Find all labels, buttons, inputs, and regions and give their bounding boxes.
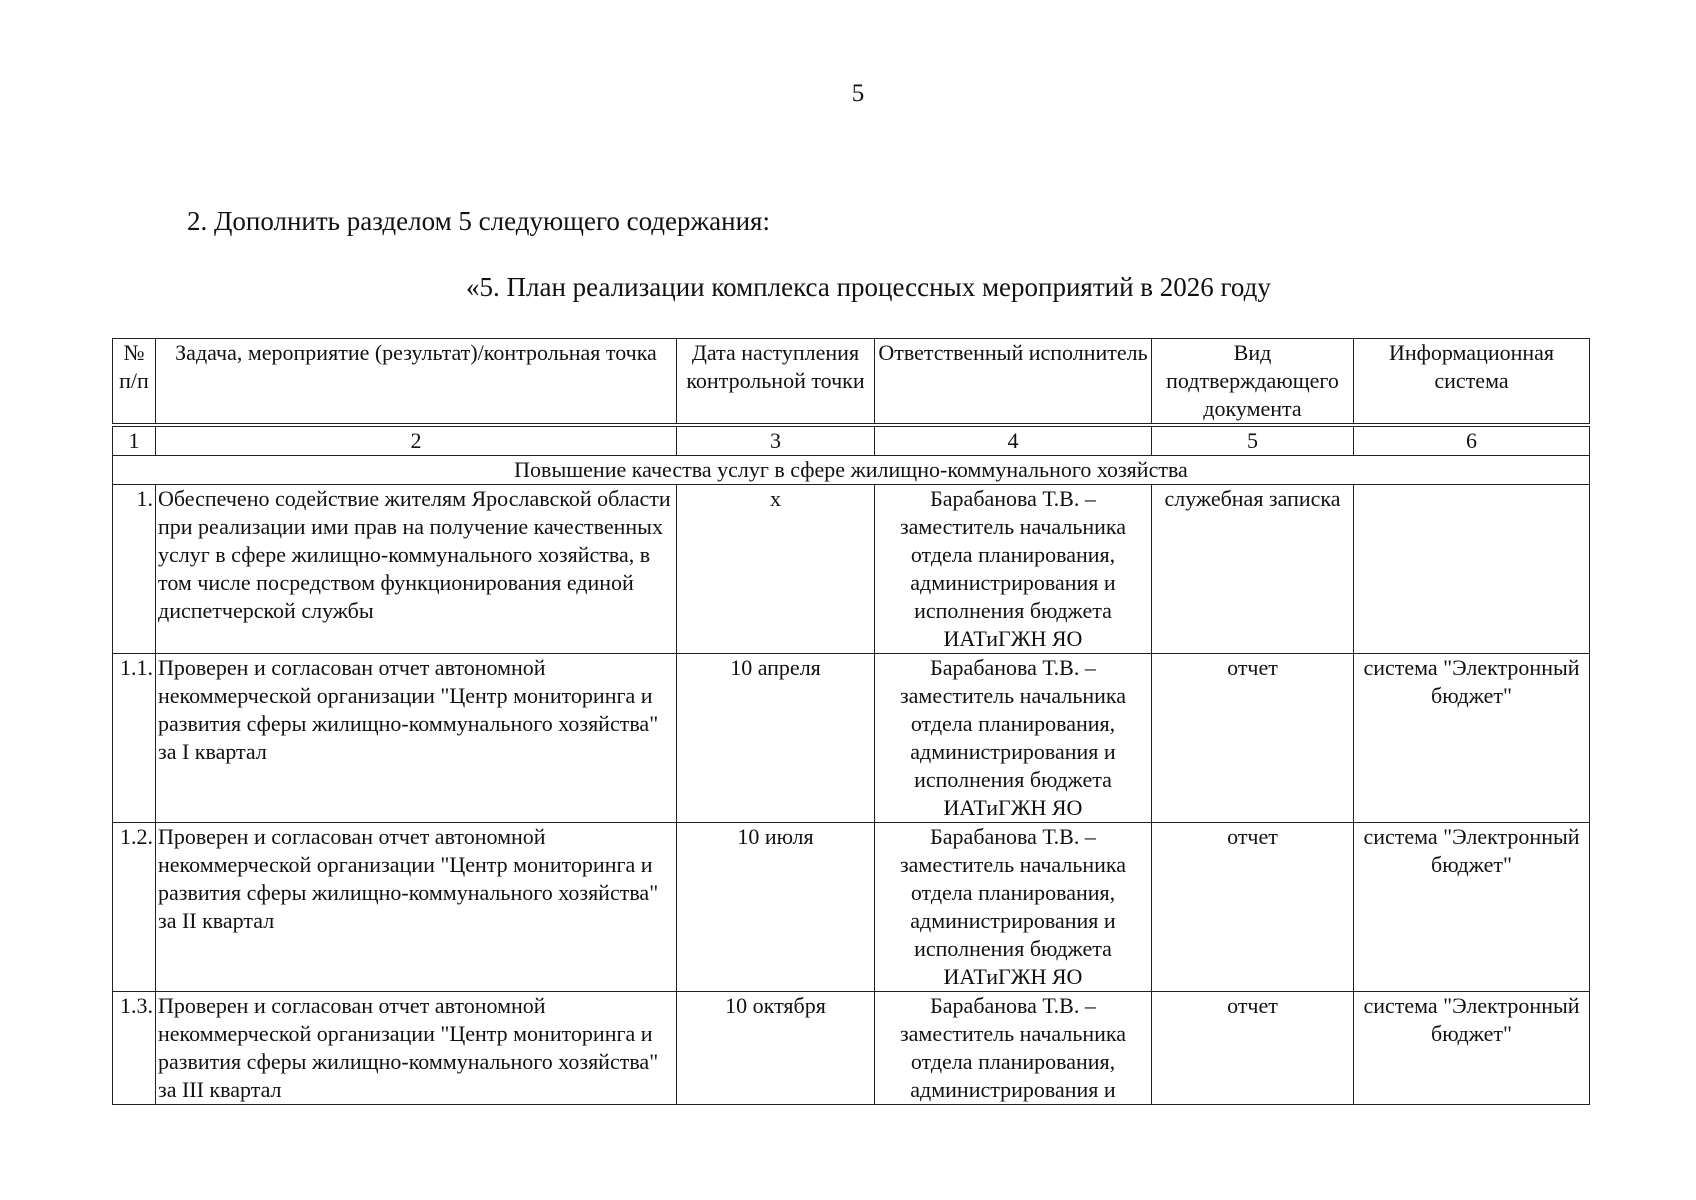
column-number-cell: 1 [113,425,156,456]
row-date: х [677,485,875,654]
row-document: отчет [1152,823,1354,992]
row-date: 10 апреля [677,654,875,823]
row-date: 10 октября [677,992,875,1105]
row-number: 1.3. [113,992,156,1105]
group-title: Повышение качества услуг в сфере жилищно-коммунального хозяйства [113,456,1590,485]
row-responsible: Барабанова Т.В. – заместитель начальника отдела планирования, администрирования и [875,992,1152,1105]
row-system [1354,485,1590,654]
row-number: 1.1. [113,654,156,823]
row-document: отчет [1152,992,1354,1105]
row-system: система "Электронный бюджет" [1354,823,1590,992]
page-number: 5 [851,80,865,107]
table-row [113,654,1590,823]
row-date: 10 июля [677,823,875,992]
instruction-text: 2. Дополнить разделом 5 следующего содержания: [187,206,770,236]
header-cell-document: Вид подтверждающего документа [1152,339,1354,426]
row-responsible: Барабанова Т.В. – заместитель начальника отдела планирования, администрирования и исполнения бюджета ИАТиГЖН ЯО [875,823,1152,992]
column-number-row [113,425,1590,456]
plan-table [112,338,1590,1105]
group-title-row [113,456,1590,485]
row-responsible: Барабанова Т.В. – заместитель начальника отдела планирования, администрирования и исполнения бюджета ИАТиГЖН ЯО [875,654,1152,823]
section-title: «5. План реализации комплекса процессных мероприятий в 2026 году [466,272,1271,302]
table-row [113,485,1590,654]
column-number-cell: 4 [875,425,1152,456]
row-task: Проверен и согласован отчет автономной некоммерческой организации "Центр мониторинга и развития сферы жилищно-коммунального хозяйства" за II квартал [156,823,677,992]
header-cell-system: Информационная система [1354,339,1590,426]
header-cell-task: Задача, мероприятие (результат)/контрольная точка [156,339,677,426]
row-number: 1. [113,485,156,654]
header-cell-date: Дата наступления контрольной точки [677,339,875,426]
column-number-cell: 3 [677,425,875,456]
row-document: служебная записка [1152,485,1354,654]
column-number-cell: 6 [1354,425,1590,456]
row-task: Проверен и согласован отчет автономной некоммерческой организации "Центр мониторинга и развития сферы жилищно-коммунального хозяйства" за I квартал [156,654,677,823]
column-number-cell: 5 [1152,425,1354,456]
row-number: 1.2. [113,823,156,992]
table-row [113,823,1590,992]
table-header-row [113,339,1590,426]
column-number-cell: 2 [156,425,677,456]
header-cell-responsible: Ответственный исполнитель [875,339,1152,426]
table-row [113,992,1590,1105]
header-cell-number: № п/п [113,339,156,426]
row-system: система "Электронный бюджет" [1354,992,1590,1105]
row-responsible: Барабанова Т.В. – заместитель начальника отдела планирования, администрирования и исполнения бюджета ИАТиГЖН ЯО [875,485,1152,654]
row-task: Обеспечено содействие жителям Ярославской области при реализации ими прав на получение качественных услуг в сфере жилищно-коммунального хозяйства, в том числе посредством функционирования единой диспетчерской службы [156,485,677,654]
row-task: Проверен и согласован отчет автономной некоммерческой организации "Центр мониторинга и развития сферы жилищно-коммунального хозяйства" за III квартал [156,992,677,1105]
row-system: система "Электронный бюджет" [1354,654,1590,823]
row-document: отчет [1152,654,1354,823]
